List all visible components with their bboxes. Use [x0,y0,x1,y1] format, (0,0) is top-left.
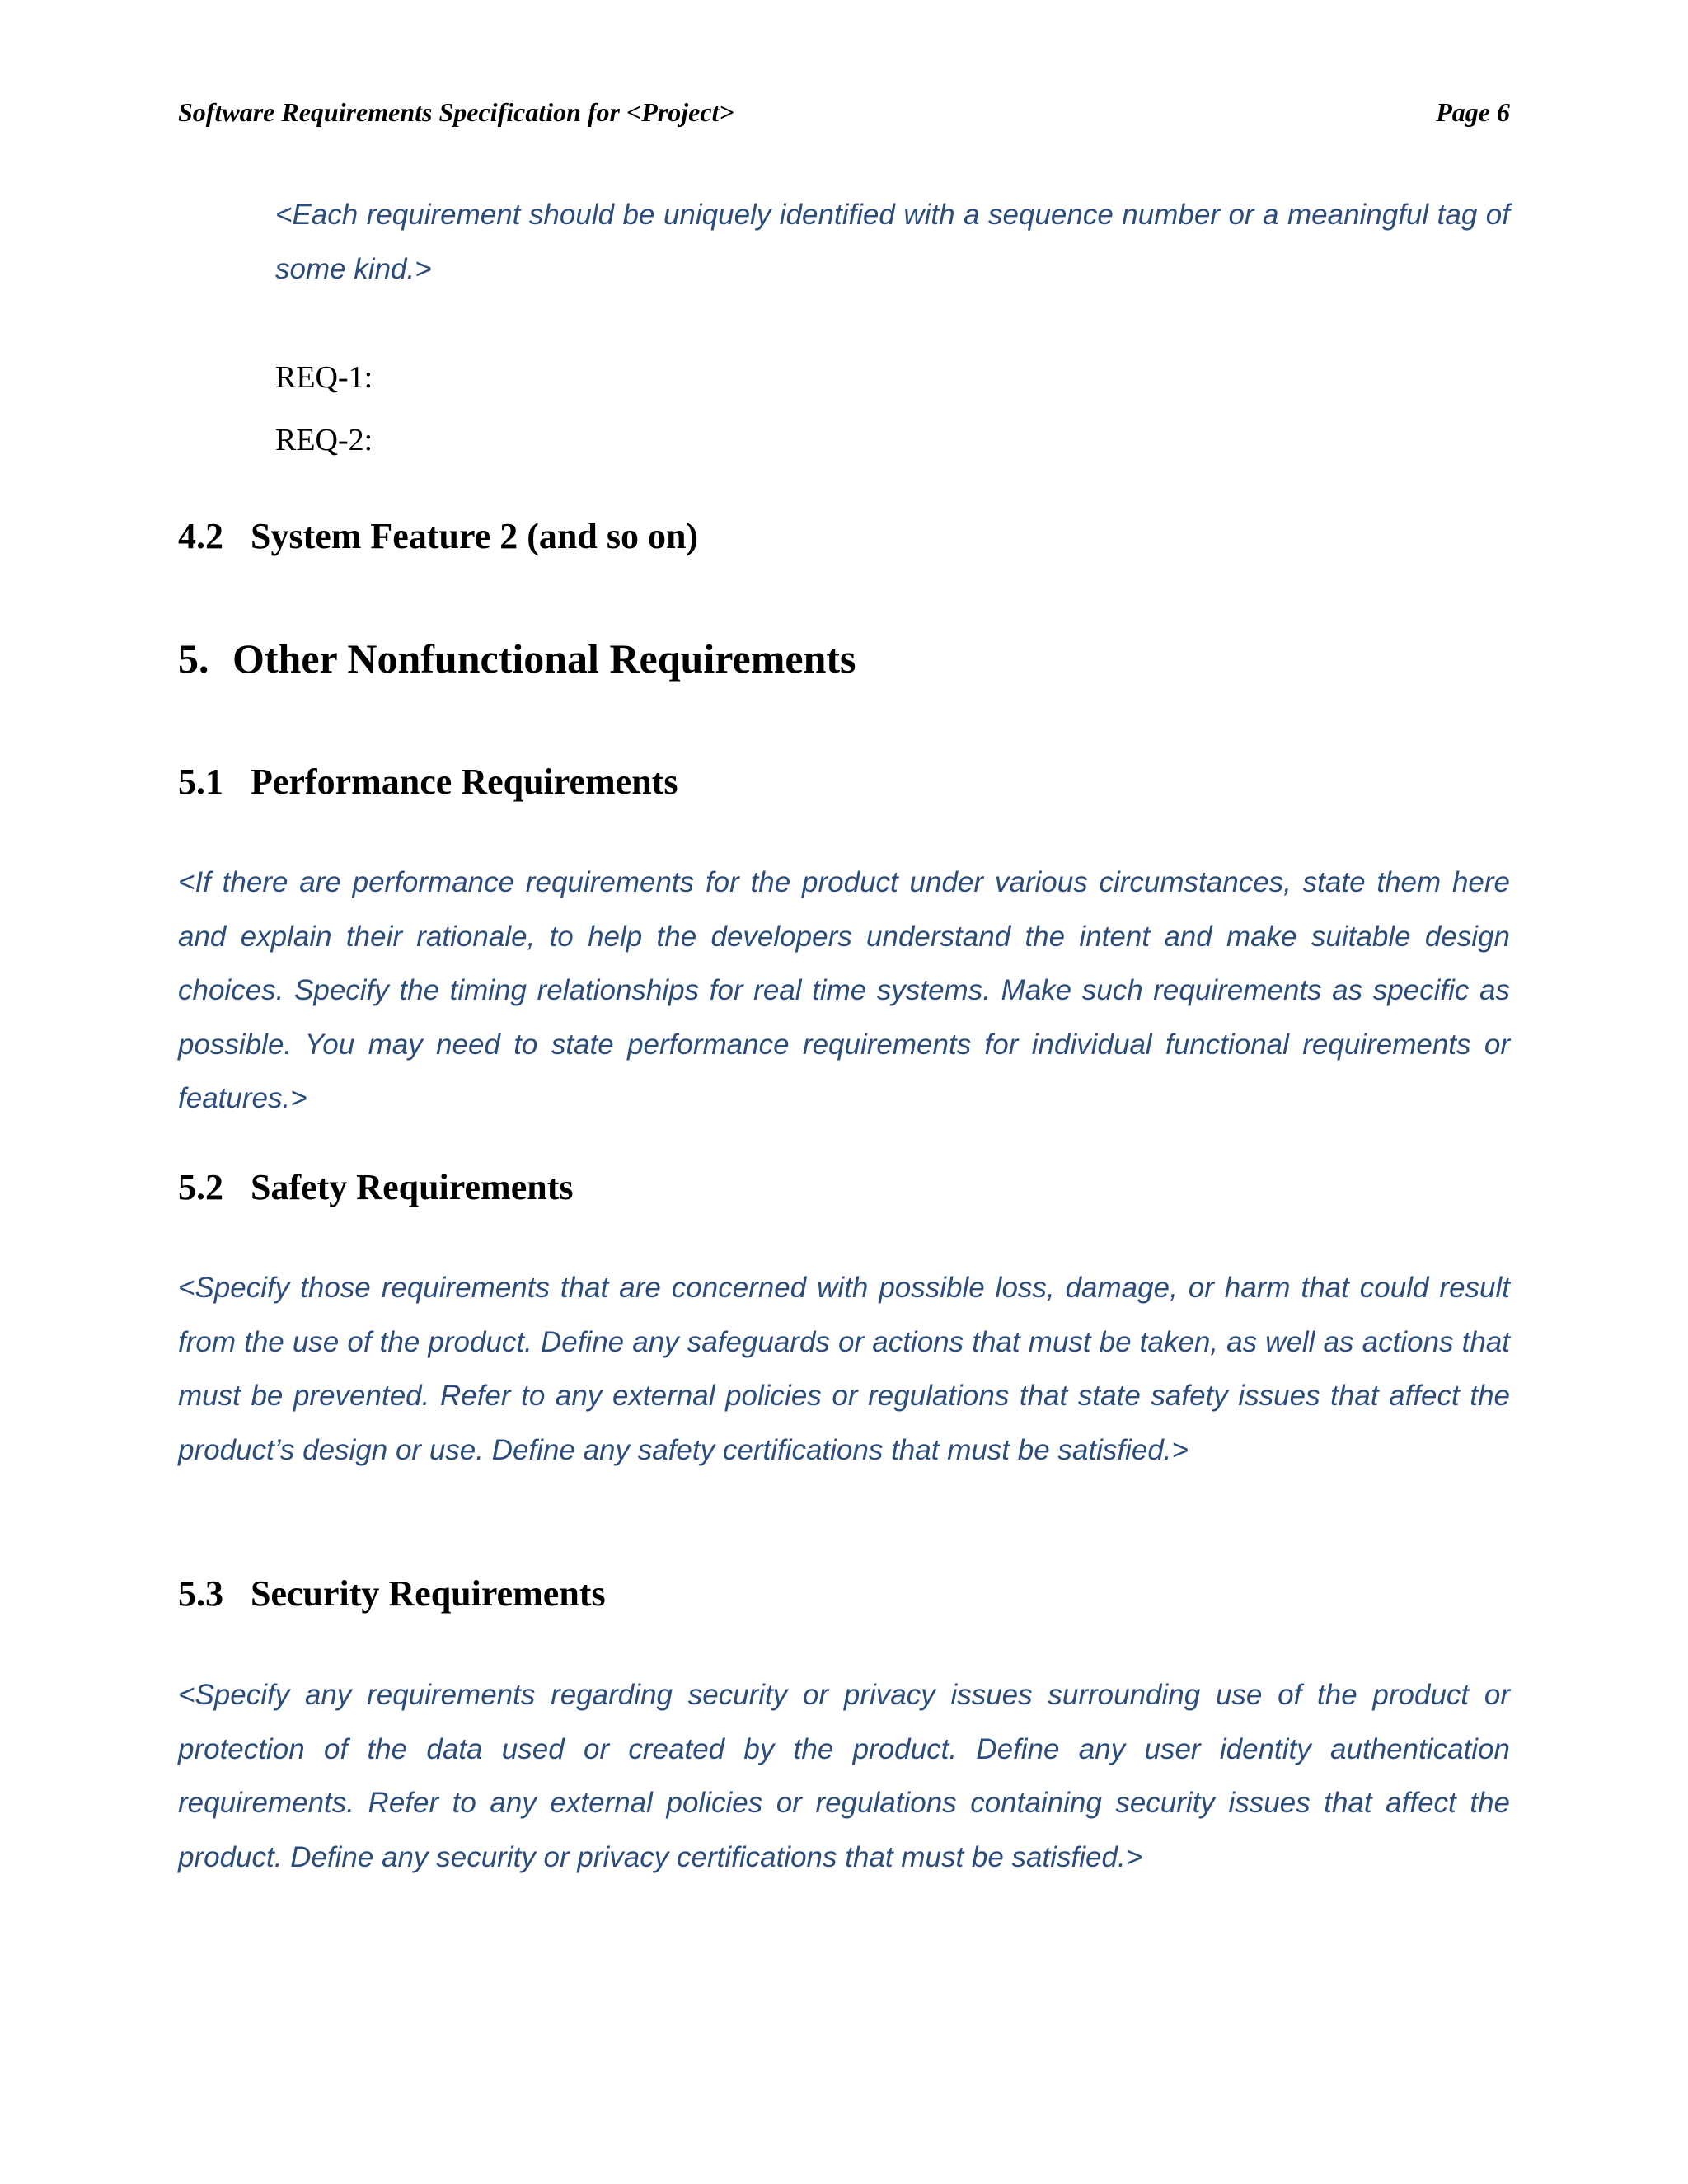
section-title: Safety Requirements [251,1167,574,1207]
section-5-3-heading [178,1572,606,1615]
section-number: 4.2 [178,516,223,556]
section-body-text: <Specify any requirements regarding security or privacy issues surrounding use of the product or protection of the data used or created by the product. Define any user identity authentication requirements. Refer to any external policies or regulations containing security issues that affect the product. Define any security or privacy certifications that must be satisfied.> [178,1679,1510,1873]
section-number: 5.1 [178,762,223,802]
section-number: 5.2 [178,1167,223,1207]
section-5-heading [178,635,856,682]
section-5-2-heading [178,1166,573,1208]
requirement-label: REQ-2: [275,423,373,457]
section-title: Security Requirements [251,1573,606,1614]
section-title: Performance Requirements [251,762,678,802]
intro-note-block [275,188,1510,296]
section-number: 5.3 [178,1573,223,1614]
requirement-item [275,422,373,458]
intro-note: <Each requirement should be uniquely identified with a sequence number or a meaningful tag of some kind.> [275,199,1510,285]
section-4-2-heading [178,515,698,557]
section-5-3-body [178,1668,1510,1884]
section-title: Other Nonfunctional Requirements [232,635,856,682]
section-body-text: <If there are performance requirements for the product under various circumstances, state them here and explain their rationale, to help the developers understand the intent and make suitable design choices. Specify the timing relationships for real time systems. Make such requirements as specific as possible. You may need to state performance requirements for individual functional requirements or features.> [178,866,1510,1114]
page-header [178,97,1510,138]
section-5-1-body [178,855,1510,1126]
section-title: System Feature 2 (and so on) [251,516,699,556]
requirement-label: REQ-1: [275,360,373,395]
requirement-item [275,359,373,396]
section-body-text: <Specify those requirements that are concerned with possible loss, damage, or harm that could result from the use of the product. Define any safeguards or actions that must be taken, as well as actions that must be prevented. Refer to any external policies or regulations that state safety issues that affect the product’s design or use. Define any safety certifications that must be satisfied.> [178,1272,1510,1466]
section-number: 5. [178,635,209,682]
section-5-1-heading [178,761,678,803]
page-number: Page 6 [1436,97,1510,127]
section-5-2-body [178,1261,1510,1477]
document-title: Software Requirements Specification for <Project> [178,97,734,127]
